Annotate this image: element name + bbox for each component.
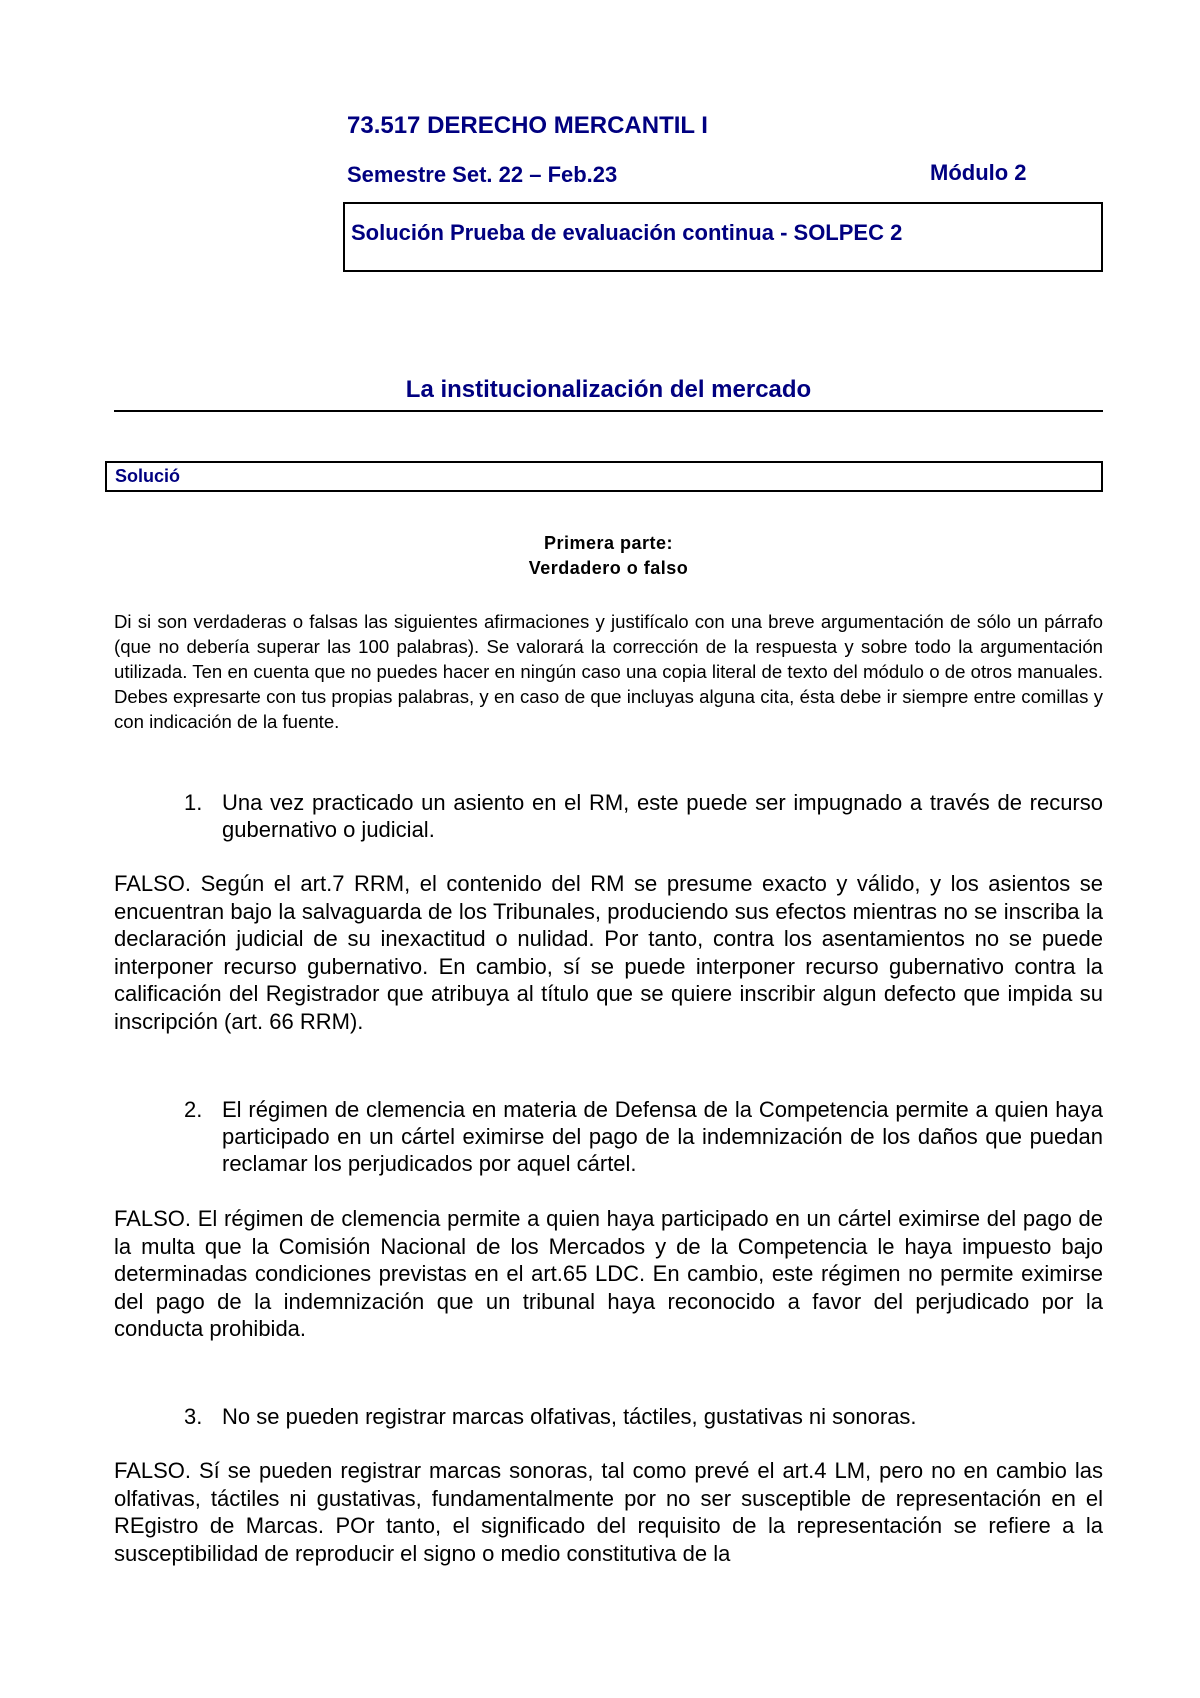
question-item xyxy=(114,1403,1103,1430)
module-label: Módulo 2 xyxy=(930,160,1027,185)
document-title: La institucionalización del mercado xyxy=(405,376,812,403)
instructions-paragraph: Di si son verdaderas o falsas las siguientes afirmaciones y justifícalo con una breve argumentación de sólo un párrafo (que no debería superar las 100 palabras). Se valorará la corrección de la respuesta y sobre todo la argumentación utilizada. Ten en cuenta que no puedes hacer en ningún caso una copia literal de texto del módulo o de otros manuales. Debes expresarte con tus propias palabras, y en caso de que incluyas alguna cita, ésta debe ir siempre entre comillas y con indicación de la fuente. xyxy=(114,611,1103,732)
answer-paragraph: FALSO. Según el art.7 RRM, el contenido del RM se presume exacto y válido, y los asientos se encuentran bajo la salvaguarda de los Tribunales, produciendo sus efectos mientras no se inscriba la declaración judicial de su inexactitud o nulidad. Por tanto, contra los asentamientos no se puede interponer recurso gubernativo. En cambio, sí se puede interponer recurso gubernativo contra la calificación del Registrador que atribuya al título que se quiere inscribir algun defecto que impida su inscripción (art. 66 RRM). xyxy=(114,871,1103,1034)
question-item xyxy=(114,1096,1103,1177)
question-text: No se pueden registrar marcas olfativas, táctiles, gustativas ni sonoras. xyxy=(222,1404,917,1429)
question-item xyxy=(114,789,1103,843)
part-subheading: Verdadero o falso xyxy=(528,558,689,578)
section-label-box xyxy=(105,461,1103,492)
question-number: 1. xyxy=(184,790,203,815)
course-title: 73.517 DERECHO MERCANTIL I xyxy=(347,112,708,139)
question-number: 3. xyxy=(184,1404,203,1429)
solution-title: Solución Prueba de evaluación continua - SOLPEC 2 xyxy=(351,220,903,245)
question-text: Una vez practicado un asiento en el RM, este puede ser impugnado a través de recurso gubernativo o judicial. xyxy=(222,790,1103,842)
solution-title-box xyxy=(343,202,1103,272)
answer-paragraph: FALSO. El régimen de clemencia permite a quien haya participado en un cártel eximirse del pago de la multa que la Comisión Nacional de los Mercados y de la Competencia le haya impuesto bajo determinadas condiciones previstas en el art.65 LDC. En cambio, este régimen no permite eximirse del pago de la indemnización que un tribunal haya reconocido a favor del perjudicado por la conducta prohibida. xyxy=(114,1206,1103,1341)
part-heading: Primera parte: xyxy=(543,533,674,553)
semester-label: Semestre Set. 22 – Feb.23 xyxy=(347,162,618,187)
title-divider xyxy=(114,410,1103,412)
question-text: El régimen de clemencia en materia de Defensa de la Competencia permite a quien haya participado en un cártel eximirse del pago de la indemnización de los daños que puedan reclamar los perjudicados por aquel cártel. xyxy=(222,1097,1103,1176)
section-label: Solució xyxy=(115,466,181,486)
question-number: 2. xyxy=(184,1097,203,1122)
answer-paragraph: FALSO. Sí se pueden registrar marcas sonoras, tal como prevé el art.4 LM, pero no en cambio las olfativas, táctiles ni gustativas, fundamentalmente por no ser susceptible de representación en el REgistro de Marcas. POr tanto, el significado del requisito de la representación se refiere a la susceptibilidad de reproducir el signo o medio constitutiva de la xyxy=(114,1458,1103,1566)
